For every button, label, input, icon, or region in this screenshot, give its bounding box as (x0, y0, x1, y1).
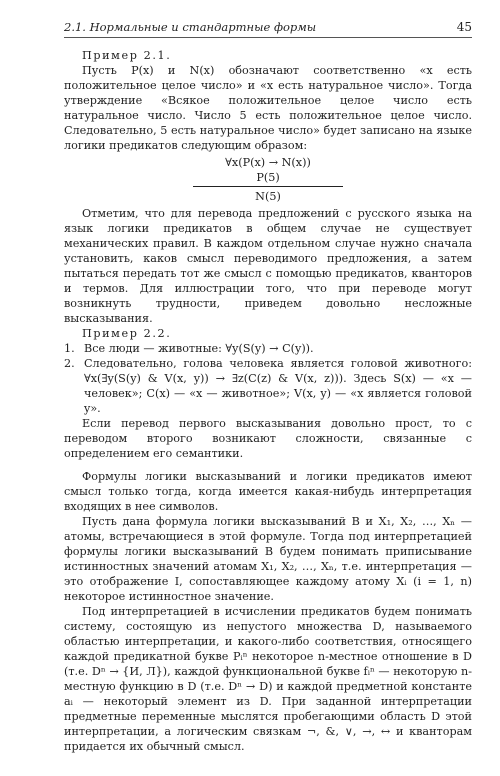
paragraph: Пусть дана формула логики высказываний B и X₁, X₂, …, Xₙ — атомы, встречающиеся в этой формуле. Тогда под интерпретацией формулы логики высказываний B будем понимать приписывание истинностных значений атомам X₁, X₂, …, Xₙ, т.е. интерпретация — это отображение I, сопоставляющее каждому атому Xᵢ (i = 1, n) некоторое истинностное значение. (64, 515, 472, 603)
formula-conclusion: N(5) (255, 190, 281, 203)
running-head (64, 20, 472, 38)
paragraph: Отметим, что для перевода предложений с русского языка на язык логики предикатов в общем случае не существует механических правил. В каждом отдельном случае нужно сначала установить, каков смысл переводимого предложения, а затем пытаться передать тот же смысл с помощью предикатов, кванторов и термов. Для иллюстрации того, что при переводе могут возникнуть трудности, приведем довольно несложные высказывания. (64, 207, 472, 325)
paragraph: Формулы логики высказываний и логики предикатов имеют смысл только тогда, когда имеется какая-нибудь интерпретация входящих в нее символов. (64, 470, 472, 513)
example-text: Пусть P(x) и N(x) обозначают соответственно «x есть положительное целое число» и «x есть натуральное число». Тогда утверждение «Всякое положительное целое число есть натуральное число. Число 5 есть положительное целое число. Следовательно, 5 есть натуральное число» будет записано на языке логики предикатов следующим образом: (64, 64, 472, 152)
paragraph: Под интерпретацией в исчислении предикатов будем понимать систему, состоящую из непустого множества D, называемого областью интерпретации, и какого-либо соответствия, относящего каждой предикатной букве Pᵢⁿ некоторое n-местное отношение в D (т.е. Dⁿ → {И, Л}), каждой функциональной букве fᵢⁿ — некоторую n-местную функцию в D (т.е. Dⁿ → D) и каждой предметной константе aᵢ — некоторый элемент из D. При заданной интерпретации предметные переменные мыслятся пробегающими область D этой интерпретации, а логическим связкам ¬, &, ∨, →, ↔ и кванторам придается их обычный смысл. (64, 605, 472, 753)
formula-premise: P(5) (193, 170, 343, 187)
list-item (64, 356, 472, 416)
section-gap (64, 461, 472, 469)
list-item-text: Следовательно, голова человека является головой животного: ∀x(∃y(S(y) & V(x, y)) → ∃z(C(z) & V(x, z))). Здесь S(x) — «x — человек»; C(x) — «x — животное»; V(x, y) — «x является головой y». (84, 357, 472, 415)
list-item-text: Все люди — животные: ∀y(S(y) → C(y)). (84, 342, 314, 355)
formula-premise: ∀x(P(x) → N(x)) (225, 156, 311, 169)
list-item-number: 1. (64, 342, 75, 355)
chapter-title: 2.1. Нормальные и стандартные формы (64, 20, 317, 34)
list-item (64, 341, 472, 356)
page-body (64, 48, 472, 754)
example-label: Пример 2.1. (82, 49, 172, 62)
numbered-list (64, 341, 472, 416)
page-number: 45 (456, 20, 472, 34)
paragraph: Если перевод первого высказывания довольно прост, то с переводом второго возникают сложности, связанные с определением его семантики. (64, 417, 472, 460)
example-label: Пример 2.2. (82, 327, 172, 340)
list-item-number: 2. (64, 357, 75, 370)
syllogism-formula (193, 155, 343, 204)
